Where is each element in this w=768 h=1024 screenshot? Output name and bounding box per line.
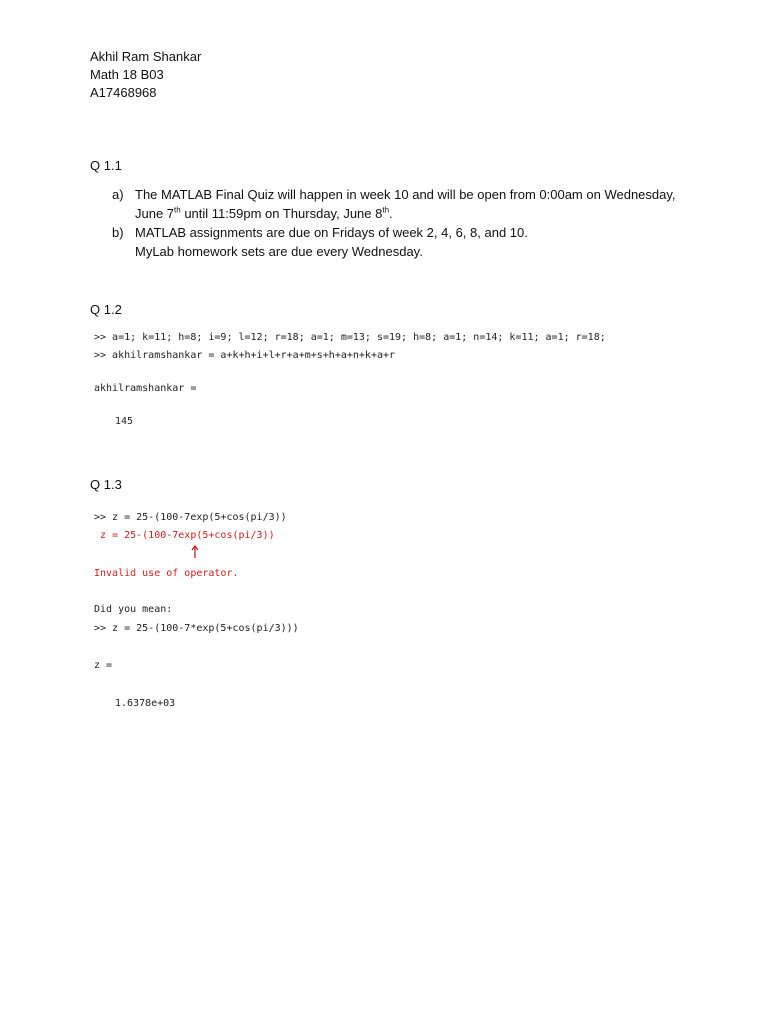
q11-item-b-label: b) bbox=[112, 225, 124, 240]
q12-output-label: akhilramshankar = bbox=[94, 383, 197, 394]
q11-item-a-line1: The MATLAB Final Quiz will happen in week 10 and will be open from 0:00am on Wednesday, bbox=[135, 187, 676, 202]
author-name: Akhil Ram Shankar bbox=[90, 49, 202, 64]
q11-answer-list bbox=[90, 185, 690, 261]
q13-suggested-command: >> z = 25-(100-7*exp(5+cos(pi/3))) bbox=[94, 623, 299, 634]
q12-command-line-1: >> a=1; k=11; h=8; i=9; l=12; r=18; a=1; m=13; s=19; h=8; a=1; n=14; k=11; a=1; r=18; bbox=[94, 332, 606, 343]
q13-output-value: 1.6378e+03 bbox=[115, 698, 176, 709]
q13-error-message: Invalid use of operator. bbox=[94, 568, 239, 579]
q13-error-echo: z = 25-(100-7exp(5+cos(pi/3)) bbox=[94, 530, 275, 541]
student-id: A17468968 bbox=[90, 85, 157, 100]
q12-matlab-output bbox=[94, 329, 606, 365]
q13-output-label: z = bbox=[94, 660, 113, 671]
q11-item-b bbox=[90, 223, 690, 261]
q13-title: Q 1.3 bbox=[90, 477, 122, 492]
author-header bbox=[90, 48, 201, 102]
q11-item-b-line1: MATLAB assignments are due on Fridays of week 2, 4, 6, 8, and 10. bbox=[135, 225, 528, 240]
q11-item-b-line2: MyLab homework sets are due every Wednesday. bbox=[135, 244, 423, 259]
q11-item-a-label: a) bbox=[112, 187, 124, 202]
q12-title: Q 1.2 bbox=[90, 302, 122, 317]
q11-item-a bbox=[90, 185, 690, 223]
error-pointer-arrow-icon bbox=[190, 545, 200, 559]
q11-item-a-line2: June 7th until 11:59pm on Thursday, June 8th. bbox=[135, 205, 393, 221]
course-name: Math 18 B03 bbox=[90, 67, 164, 82]
q12-command-line-2: >> akhilramshankar = a+k+h+i+l+r+a+m+s+h+a+n+k+a+r bbox=[94, 350, 396, 361]
q13-command-line: >> z = 25-(100-7exp(5+cos(pi/3)) bbox=[94, 512, 287, 523]
q13-suggestion-label: Did you mean: bbox=[94, 604, 173, 615]
q12-output-value: 145 bbox=[115, 416, 134, 427]
q11-title: Q 1.1 bbox=[90, 158, 122, 173]
